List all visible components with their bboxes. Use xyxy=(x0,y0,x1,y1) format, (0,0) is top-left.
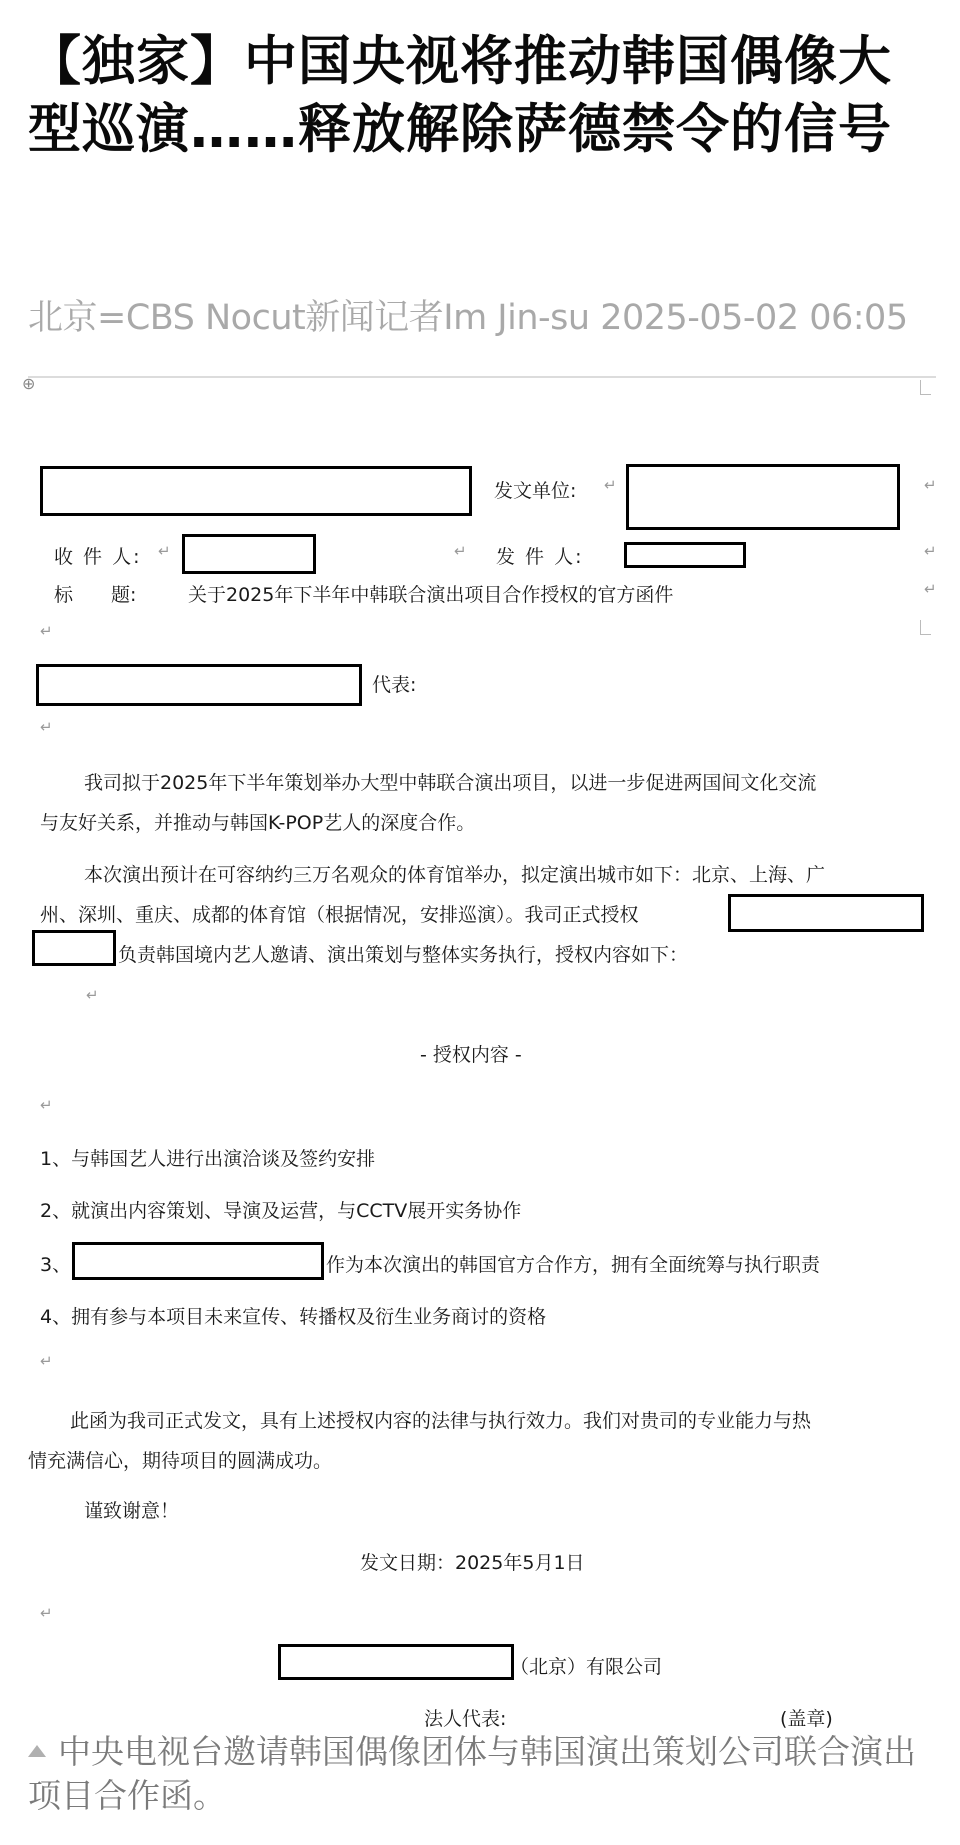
redacted-box xyxy=(40,466,472,516)
paragraph-mark: ↵ xyxy=(158,542,171,560)
paragraph-2-line-3: 负责韩国境内艺人邀请、演出策划与整体实务执行，授权内容如下： xyxy=(118,944,689,966)
article-headline: 【独家】中国央视将推动韩国偶像大型巡演……释放解除萨德禁令的信号 xyxy=(28,31,892,160)
date-line: 发文日期：2025年5月1日 xyxy=(360,1552,585,1574)
corner-mark xyxy=(920,620,931,635)
redacted-box xyxy=(32,930,116,966)
redacted-box xyxy=(626,464,900,530)
article-byline: 北京=CBS Nocut新闻记者Im Jin-su 2025-05-02 06:05 xyxy=(28,298,908,338)
paragraph-mark: ↵ xyxy=(40,622,53,640)
paragraph-mark: ↵ xyxy=(924,542,937,560)
paragraph-mark: ↵ xyxy=(924,476,937,494)
image-caption xyxy=(28,1730,938,1818)
redacted-box xyxy=(728,894,924,932)
paragraph-2-line-1: 本次演出预计在可容纳约三万名观众的体育馆举办，拟定演出城市如下：北京、上海、广 xyxy=(84,864,826,886)
paragraph-1-line-2: 与友好关系，并推动与韩国K-POP艺人的深度合作。 xyxy=(40,812,476,834)
paragraph-mark: ↵ xyxy=(924,580,937,598)
redacted-box xyxy=(182,534,316,574)
redacted-box xyxy=(278,1644,514,1680)
sender-label: 发 件 人: xyxy=(496,546,584,568)
recipient-label: 收 件 人: xyxy=(54,546,142,568)
paragraph-mark: ↵ xyxy=(86,986,99,1004)
paragraph-1-line-1: 我司拟于2025年下半年策划举办大型中韩联合演出项目，以进一步促进两国间文化交流 xyxy=(84,772,817,794)
auth-item-3-prefix: 3、 xyxy=(40,1254,72,1276)
subject-label: 标 题: xyxy=(54,584,137,606)
auth-item-2: 2、就演出内容策划、导演及运营，与CCTV展开实务协作 xyxy=(40,1200,522,1222)
seal-label: (盖章) xyxy=(780,1708,833,1730)
document-image xyxy=(0,374,960,1730)
company-suffix: （北京）有限公司 xyxy=(510,1656,663,1678)
caption-text: 中央电视台邀请韩国偶像团体与韩国演出策划公司联合演出项目合作函。 xyxy=(28,1732,916,1815)
divider xyxy=(28,376,936,378)
paragraph-mark: ↵ xyxy=(40,1096,53,1114)
paragraph-mark: ↵ xyxy=(40,718,53,736)
representative-label: 代表: xyxy=(372,674,417,696)
auth-item-4: 4、拥有参与本项目未来宣传、转播权及衍生业务商讨的资格 xyxy=(40,1306,547,1328)
auth-item-1: 1、与韩国艺人进行出演洽谈及签约安排 xyxy=(40,1148,376,1170)
corner-mark xyxy=(920,380,931,395)
legal-rep-label: 法人代表: xyxy=(424,1708,507,1730)
redacted-box xyxy=(624,542,746,568)
redacted-box xyxy=(36,664,362,706)
paragraph-3-line-1: 此函为我司正式发文，具有上述授权内容的法律与执行效力。我们对贵司的专业能力与热 xyxy=(70,1410,812,1432)
redacted-box xyxy=(72,1242,324,1280)
section-title: - 授权内容 - xyxy=(420,1044,522,1066)
paragraph-mark: ↵ xyxy=(454,542,467,560)
paragraph-mark: ↵ xyxy=(40,1352,53,1370)
auth-item-3: 作为本次演出的韩国官方合作方，拥有全面统筹与执行职责 xyxy=(326,1254,821,1276)
paragraph-mark: ↵ xyxy=(40,1604,53,1622)
issuer-label: 发文单位: xyxy=(494,480,577,502)
closing-text: 谨致谢意！ xyxy=(84,1500,180,1522)
table-move-icon: ⊕ xyxy=(22,374,36,393)
paragraph-2-line-2: 州、深圳、重庆、成都的体育馆（根据情况，安排巡演）。我司正式授权 xyxy=(40,904,639,926)
caption-triangle-icon xyxy=(28,1745,46,1757)
paragraph-mark: ↵ xyxy=(604,476,617,494)
subject-text: 关于2025年下半年中韩联合演出项目合作授权的官方函件 xyxy=(188,584,674,606)
paragraph-3-line-2: 情充满信心，期待项目的圆满成功。 xyxy=(28,1450,333,1472)
